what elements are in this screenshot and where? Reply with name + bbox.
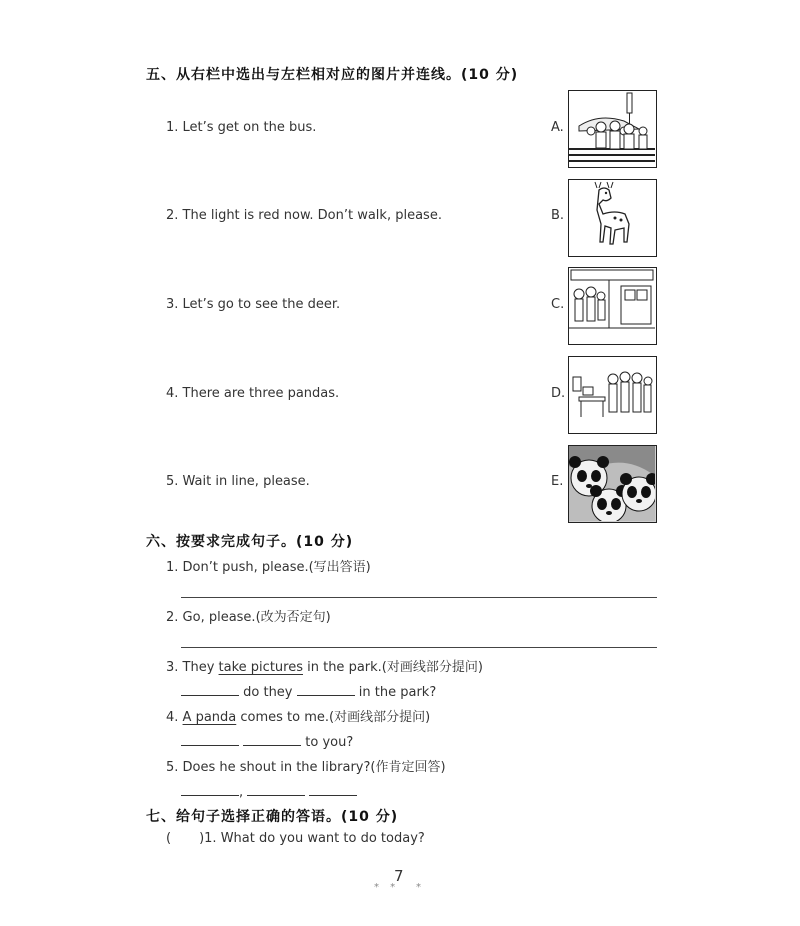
match-item-2: 2. The light is red now. Don’t walk, please.	[166, 208, 442, 223]
match-item-3: 3. Let’s go to see the deer.	[166, 297, 341, 312]
match-item-1: 1. Let’s get on the bus.	[166, 120, 317, 135]
question-6-5	[166, 756, 446, 775]
answer-6-3	[181, 681, 436, 700]
answer-line-6-1[interactable]	[181, 597, 657, 598]
question-text: comes to me.	[236, 710, 330, 725]
answer-blank[interactable]	[181, 781, 239, 796]
page-number: 7	[394, 867, 404, 885]
question-6-4	[166, 706, 430, 725]
question-instruction: (写出答语)	[308, 560, 371, 575]
answer-6-4	[181, 731, 353, 750]
picture-letter-d: D.	[551, 386, 566, 401]
question-7-1	[166, 831, 425, 846]
picture-letter-e: E.	[551, 474, 564, 489]
question-text: 1. Don’t push, please.	[166, 560, 309, 575]
question-instruction: (改为否定句)	[255, 610, 331, 625]
answer-line-6-2[interactable]	[181, 647, 657, 648]
picture-letter-a: A.	[551, 120, 564, 135]
answer-blank[interactable]	[297, 681, 355, 696]
question-6-2	[166, 606, 331, 625]
question-6-1	[166, 556, 371, 575]
answer-blank[interactable]	[181, 731, 239, 746]
question-instruction: (对画线部分提问)	[329, 710, 431, 725]
comma: ,	[239, 785, 244, 800]
question-text: 2. Go, please.	[166, 610, 256, 625]
section5-heading: 五、从右栏中选出与左栏相对应的图片并连线。(10 分)	[146, 67, 519, 83]
answer-text: to you?	[301, 735, 354, 750]
answer-paren-open: (	[166, 831, 172, 846]
question-text: in the park.	[302, 660, 382, 675]
picture-letter-c: C.	[551, 297, 565, 312]
answer-blank[interactable]	[247, 781, 305, 796]
answer-blank[interactable]	[243, 731, 301, 746]
answer-blank[interactable]	[309, 781, 357, 796]
question-text: 4.	[166, 710, 183, 725]
picture-deer	[568, 179, 657, 257]
question-text: 3. They	[166, 660, 219, 675]
underlined-phrase: take pictures	[218, 660, 303, 675]
match-item-5: 5. Wait in line, please.	[166, 474, 310, 489]
picture-library-queue-scene	[568, 356, 657, 434]
answer-blank[interactable]	[181, 681, 239, 696]
picture-three-pandas	[568, 445, 657, 523]
question-6-3	[166, 656, 483, 675]
footer-stars-right: *	[416, 882, 425, 893]
match-item-4: 4. There are three pandas.	[166, 386, 340, 401]
picture-letter-b: B.	[551, 208, 565, 223]
answer-text: in the park?	[354, 685, 437, 700]
picture-bus-stop-scene	[568, 267, 657, 345]
section6-heading: 六、按要求完成句子。(10 分)	[146, 534, 354, 550]
picture-crosswalk-scene	[568, 90, 657, 168]
section7-heading: 七、给句子选择正确的答语。(10 分)	[146, 809, 399, 825]
footer-stars-left: * *	[374, 882, 400, 893]
answer-6-5	[181, 781, 357, 800]
question-instruction: (对画线部分提问)	[381, 660, 483, 675]
answer-paren-close: )	[199, 831, 205, 846]
question-text: 5. Does he shout in the library?	[166, 760, 371, 775]
underlined-phrase: A panda	[182, 710, 237, 725]
answer-text: do they	[239, 685, 297, 700]
question-text: 1. What do you want to do today?	[204, 831, 425, 846]
question-instruction: (作肯定回答)	[370, 760, 446, 775]
